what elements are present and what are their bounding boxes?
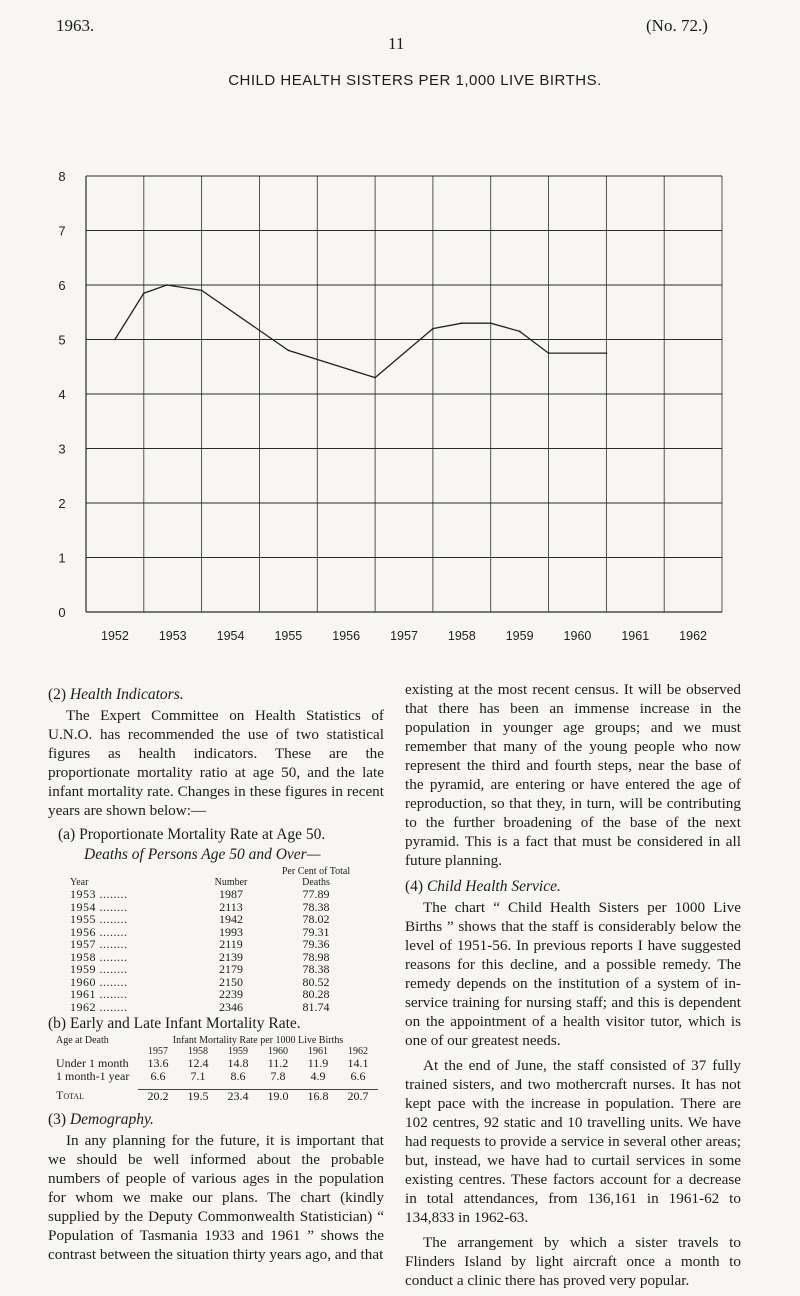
data-point	[114, 339, 116, 341]
year-cell: 1962 ........	[70, 999, 128, 1014]
row-label: 1 month-1 year	[56, 1069, 130, 1083]
rate-cell: 8.6	[230, 1069, 246, 1083]
data-point	[519, 330, 521, 332]
year-cell: 1953 ........	[70, 887, 128, 901]
percent-cell: 79.36	[302, 937, 330, 951]
year-cell: 1961 ........	[70, 987, 128, 1001]
line-chart	[0, 160, 800, 680]
data-point	[166, 284, 168, 286]
total-cell: 20.7	[338, 1089, 378, 1103]
year-header: 1961	[308, 1046, 328, 1057]
rate-cell: 6.6	[350, 1069, 366, 1083]
section-4-paragraph-1: The chart “ Child Health Sisters per 1000 Live Births ” shows that the staff is considerably below the level of 1951-56. In previous reports I have suggested reasons for this decline, and a possible remedy. The remedy depends on the institution of a system of in-service training for nursing staff; and this is dependent on the appointment of a health visitor tutor, which is one of our greatest needs.	[405, 899, 741, 1049]
year-cell: 1957 ........	[70, 937, 128, 951]
total-cell: 19.0	[258, 1089, 298, 1103]
series-points	[114, 284, 607, 378]
section-4-paragraph-2: At the end of June, the staff consisted of 37 fully trained sisters, and two mothercraft nurses. It has not kept pace with the increase in population. There are 102 centres, 92 static and 10 travelling units. We have had requests to provide a service in several other areas; but, instead, we have had to curtail services in some existing centres. These factors account for a decrease in total attendances, from 136,161 in 1961-62 to 134,833 in 1962-63.	[405, 1057, 741, 1226]
x-tick-label: 1956	[332, 629, 361, 643]
rate-cell: 6.6	[150, 1069, 166, 1083]
table-row	[70, 888, 360, 901]
year-cell: 1960 ........	[70, 974, 128, 989]
number-cell: 2113	[219, 899, 243, 914]
y-tick-label: 3	[58, 441, 66, 457]
number-cell: 2150	[219, 974, 243, 989]
x-tick-label: 1952	[101, 629, 129, 643]
number-cell: 2239	[219, 987, 243, 1001]
x-tick-label: 1953	[158, 629, 187, 643]
x-tick-label: 1958	[447, 629, 476, 643]
section-3-heading: (3) Demography.	[48, 1110, 154, 1128]
x-tick-label: 1955	[274, 629, 303, 643]
percent-cell: 78.38	[302, 962, 330, 976]
year-header: 1958	[188, 1046, 208, 1057]
y-tick-label: 6	[58, 278, 66, 293]
year-cell: 1956 ........	[70, 924, 128, 939]
total-row	[56, 1089, 378, 1103]
x-tick-label: 1962	[679, 629, 707, 643]
y-tick-label: 7	[58, 223, 66, 239]
data-point	[143, 292, 145, 294]
chart-grid	[86, 176, 722, 612]
rate-cell: 14.8	[227, 1056, 249, 1070]
percent-cell: 78.38	[302, 899, 330, 914]
data-point	[605, 352, 607, 354]
number-cell: 1993	[219, 924, 243, 939]
x-tick-label: 1961	[621, 629, 650, 643]
number-cell: 1987	[219, 887, 243, 901]
percent-cell: 79.31	[302, 924, 330, 939]
y-tick-label: 4	[58, 387, 66, 402]
year-cell: 1954 ........	[70, 899, 128, 914]
percent-cell: 80.28	[302, 987, 330, 1001]
subsection-b-heading: (b) Early and Late Infant Mortality Rate.	[48, 1015, 301, 1032]
table-row	[70, 963, 360, 976]
x-tick-label: 1957	[390, 629, 418, 643]
chart-title: CHILD HEALTH SISTERS PER 1,000 LIVE BIRTHS.	[228, 72, 602, 89]
year-cell: 1955 ........	[70, 912, 128, 926]
section-3-paragraph-start: In any planning for the future, it is important that we should be well informed about the probable numbers of people of various ages in the population for whom we make our plans. The chart (kindly supplied by the Deputy Commonwealth Statistician) “ Population of Tasmania 1933 and 1961 ” shows the contrast between the situation thirty years ago, and that	[48, 1131, 384, 1263]
rate-cell: 12.4	[187, 1056, 209, 1070]
y-tick-label: 8	[58, 169, 66, 184]
table-row	[70, 913, 360, 926]
total-cell: 20.2	[138, 1089, 178, 1103]
number-cell: 2346	[219, 999, 243, 1014]
year-header: 1960	[268, 1046, 288, 1057]
left-column	[48, 680, 384, 1270]
rate-cell: 14.1	[347, 1056, 369, 1070]
y-tick-label: 5	[58, 332, 66, 348]
percent-cell: 78.98	[302, 949, 330, 964]
year-header: 1959	[228, 1046, 248, 1057]
section-3-paragraph-end: existing at the most recent census. It will be observed that there has been an immense increase in the population in younger age groups; and we must remember that many of the young people who now represent the third and fourth steps, near the base of the pyramid, are entering or have entered the age of reproduction, so that they, in turn, will be contributing to the further broadening of the base of the next pyramid. This is a fact that must be considered in all future planning.	[405, 681, 741, 869]
rate-cell: 4.9	[310, 1069, 326, 1083]
section-4-heading: (4) Child Health Service.	[405, 878, 561, 895]
data-point	[432, 328, 434, 330]
number-cell: 1942	[219, 912, 243, 926]
x-tick-label: 1959	[505, 629, 534, 643]
col-percent: Per Cent of Total Deaths	[281, 866, 351, 888]
row-label: Under 1 month	[56, 1056, 129, 1070]
section-4-paragraph-3: The arrangement by which a sister travels to Flinders Island by light aircraft once a month to conduct a clinic there has proved very popular.	[405, 1234, 741, 1289]
percent-cell: 78.02	[302, 912, 330, 926]
year-cell: 1959 ........	[70, 962, 128, 976]
rate-cell: 13.6	[147, 1056, 169, 1070]
x-tick-label: 1954	[216, 629, 245, 643]
number-cell: 2119	[219, 937, 243, 951]
section-2-intro: The Expert Committee on Health Statistics of U.N.O. has recommended the use of two statistical figures as health indicators. These are the proportionate mortality ratio at age 50, and the late infant mortality rate. Changes in these figures in recent years are shown below:—	[48, 707, 384, 819]
year-header: 1962	[348, 1046, 368, 1057]
x-tick-label: 1960	[563, 629, 592, 643]
y-tick-label: 0	[58, 605, 66, 620]
table-row	[70, 1001, 360, 1014]
table-row	[56, 1070, 378, 1083]
total-label: Total	[56, 1088, 85, 1103]
infant-mortality-table	[56, 1035, 378, 1103]
data-point	[287, 350, 289, 352]
rate-cell: 7.8	[270, 1069, 286, 1083]
col-age-at-death: Age at Death	[56, 1035, 109, 1046]
rate-cell: 7.1	[190, 1069, 206, 1083]
percent-cell: 77.89	[302, 887, 330, 901]
number-cell: 2139	[219, 949, 243, 964]
x-axis-ticks	[101, 629, 707, 643]
y-tick-label: 1	[58, 550, 66, 566]
col-infant-rate: Infant Mortality Rate per 1000 Live Births	[172, 1035, 344, 1046]
right-column	[405, 680, 741, 1296]
total-cell: 19.5	[178, 1089, 218, 1103]
data-point	[490, 322, 492, 324]
number-cell: 2179	[219, 962, 243, 976]
rate-cell: 11.9	[307, 1056, 329, 1070]
percent-cell: 81.74	[302, 999, 330, 1014]
mortality-age50-table	[70, 866, 360, 1013]
data-point	[201, 290, 203, 292]
rate-cell: 11.2	[267, 1056, 289, 1070]
percent-cell: 80.52	[302, 974, 330, 989]
table-row	[70, 988, 360, 1001]
data-point	[548, 352, 550, 354]
data-point	[374, 377, 376, 379]
series-line	[115, 285, 607, 378]
total-cell: 16.8	[298, 1089, 338, 1103]
document-number: (No. 72.)	[646, 16, 708, 35]
year-header: 1957	[148, 1046, 168, 1057]
page-number: 11	[388, 34, 405, 53]
subsection-a-heading: (a) Proportionate Mortality Rate at Age 50.	[58, 826, 326, 843]
year-cell: 1958 ........	[70, 949, 128, 964]
y-axis-ticks	[58, 169, 65, 620]
col-year: Year	[70, 877, 89, 888]
header-year: 1963.	[56, 16, 95, 35]
table-row	[70, 938, 360, 951]
section-2-heading: (2) Health Indicators.	[48, 686, 184, 703]
y-tick-label: 2	[58, 496, 66, 511]
col-number: Number	[214, 877, 248, 888]
total-cell: 23.4	[218, 1089, 258, 1103]
data-point	[461, 322, 463, 324]
table-a-caption: Deaths of Persons Age 50 and Over—	[84, 846, 321, 863]
